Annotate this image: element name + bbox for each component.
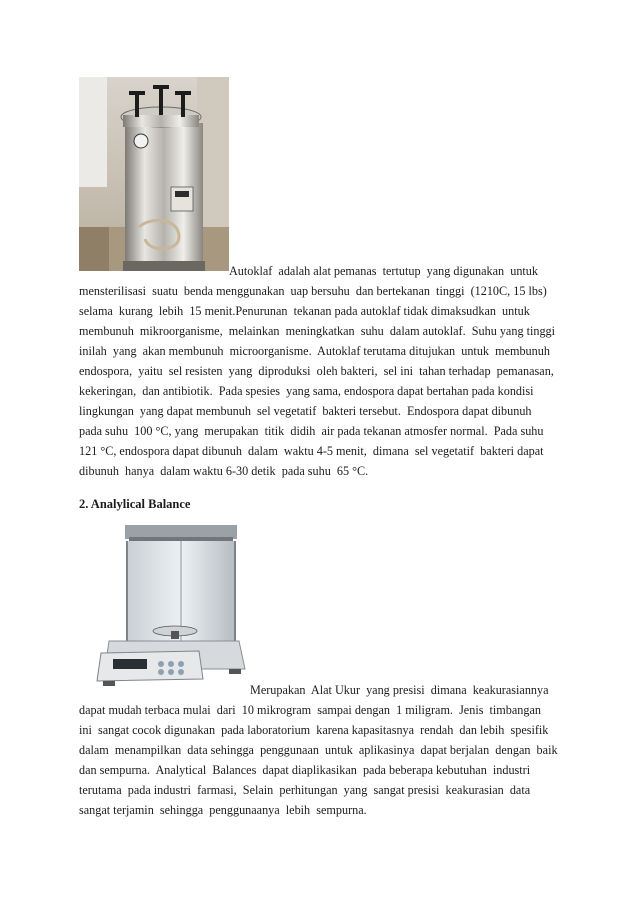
balance-text-line: dan sempurna. Analytical Balances dapat diaplikasikan pada beberapa kebutuhan industri xyxy=(79,763,531,777)
balance-text-line: dalam menampilkan data sehingga penggunaan untuk aplikasinya dapat berjalan dengan baik xyxy=(79,743,558,757)
autoclave-text-line: dibunuh hanya dalam waktu 6-30 detik pada suhu 65 °C. xyxy=(79,464,369,478)
autoclave-text-line: lingkungan yang dapat membunuh sel vegetatif bakteri tersebut. Endospora dapat dibunuh xyxy=(79,404,532,418)
balance-text-line: Merupakan Alat Ukur yang presisi dimana keakurasiannya xyxy=(250,683,549,697)
autoclave-text-line: endospora, yaitu sel resisten yang diproduksi oleh bakteri, sel ini tahan terhadap pemanasan, xyxy=(79,364,554,378)
autoclave-text-line: kekeringan, dan antibiotik. Pada spesies yang sama, endospora dapat bertahan pada kondisi xyxy=(79,384,534,398)
autoclave-text-line: Autoklaf adalah alat pemanas tertutup yang digunakan untuk xyxy=(229,264,538,278)
autoclave-photo xyxy=(79,77,229,271)
autoclave-text-line: 121 °C, endospora dapat dibunuh dalam waktu 4-5 menit, dimana sel vegetatif bakteri dapat xyxy=(79,444,544,458)
autoclave-text-line: mensterilisasi suatu benda menggunakan uap bersuhu dan bertekanan tinggi (1210C, 15 lbs) xyxy=(79,284,547,298)
autoclave-text-line: inilah yang akan membunuh microorganisme. Autoklaf terutama ditujukan untuk membunuh xyxy=(79,344,550,358)
balance-text-line: dapat mudah terbaca mulai dari 10 mikrogram sampai dengan 1 miligram. Jenis timbangan xyxy=(79,703,541,717)
autoclave-text-line: selama kurang lebih 15 menit.Penurunan tekanan pada autoklaf tidak dimaksudkan untuk xyxy=(79,304,530,318)
autoclave-text-line: pada suhu 100 °C, yang merupakan titik didih air pada tekanan atmosfer normal. Pada suhu xyxy=(79,424,544,438)
autoclave-text-line: membunuh mikroorganisme, melainkan meningkatkan suhu dalam autoklaf. Suhu yang tinggi xyxy=(79,324,556,338)
balance-text-line: terutama pada industri farmasi, Selain perhitungan yang sangat presisi keakurasian data xyxy=(79,783,531,797)
section-heading: 2. Analylical Balance xyxy=(79,497,191,511)
balance-text-line: sangat terjamin sehingga penggunaanya lebih sempurna. xyxy=(79,803,367,817)
balance-text-line: ini sangat cocok digunakan pada laboratorium karena kapasitasnya rendah dan lebih spesifik xyxy=(79,723,549,737)
analytical-balance-photo xyxy=(79,519,248,691)
